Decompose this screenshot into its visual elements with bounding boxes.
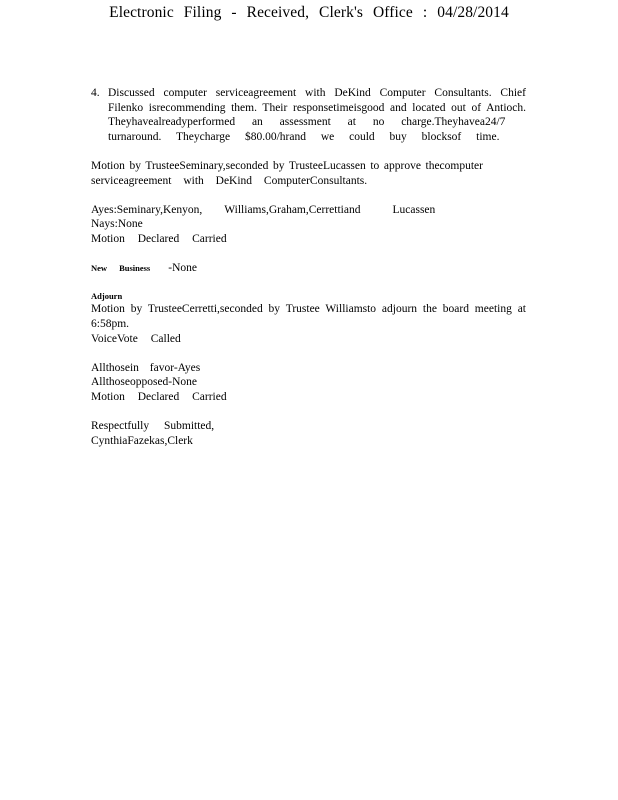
adjourn-section (91, 290, 526, 346)
motion-result: Motion Declared Carried (91, 390, 227, 403)
vote-record-2 (91, 361, 526, 405)
new-business-value: -None (168, 262, 197, 275)
ayes-part: Williams,Graham,Cerrettiand (224, 203, 361, 216)
item-line: Filenko isrecommending them. Their responsetimeisgood and located out of Antioch. (108, 101, 526, 114)
respectfully-submitted: Respectfully Submitted, (91, 420, 215, 433)
motion-computer-agreement (91, 159, 526, 188)
voice-vote: VoiceVote Called (91, 332, 181, 345)
nays-line: Nays:None (91, 218, 143, 231)
item-line: Discussed computer serviceagreement with DeKind Computer Consultants. Chief (108, 87, 526, 99)
vote-record-1 (91, 203, 526, 247)
item-number: 4. (91, 87, 100, 99)
filing-header: Electronic Filing - Received, Clerk's Office : 04/28/2014 (109, 4, 509, 21)
new-business (91, 261, 526, 276)
item-line: Theyhavealreadyperformed an assessment at no charge.Theyhavea24/7 (108, 116, 506, 129)
adjourn-motion-line: 6:58pm. (91, 317, 130, 330)
closing (91, 419, 526, 448)
item-text (108, 86, 526, 144)
signer-name: CynthiaFazekas,Clerk (91, 434, 193, 447)
ayes-part: Ayes:Seminary,Kenyon, (91, 203, 203, 216)
agenda-item-4 (91, 86, 526, 144)
favor-line: Allthosein favor-Ayes (91, 361, 201, 374)
adjourn-heading: Adjourn (91, 291, 123, 302)
new-business-label: Business (119, 263, 151, 274)
adjourn-motion-line: Motion by TrusteeCerretti,seconded by Trustee Williamsto adjourn the board meeting at (91, 303, 526, 316)
ayes-line (91, 203, 526, 218)
item-line: turnaround. Theycharge $80.00/hrand we could buy blocksof time. (108, 130, 500, 143)
motion-result: Motion Declared Carried (91, 232, 227, 245)
minutes-body (91, 86, 526, 448)
new-business-label: New (91, 263, 108, 274)
motion-line: Motion by TrusteeSeminary,seconded by TrusteeLucassen to approve thecomputer (91, 159, 483, 172)
opposed-line: Allthoseopposed-None (91, 376, 198, 389)
ayes-part: Lucassen (392, 203, 436, 216)
motion-line: serviceagreement with DeKind ComputerConsultants. (91, 174, 368, 187)
